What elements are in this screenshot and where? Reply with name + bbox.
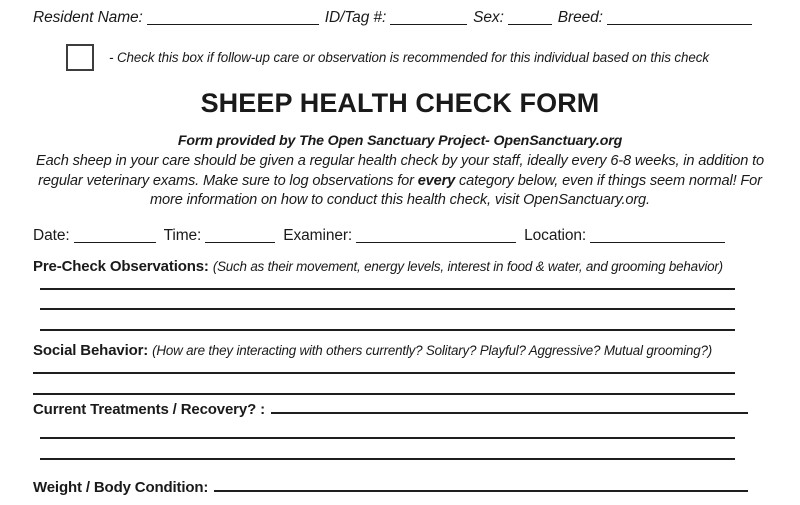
- date-field[interactable]: [74, 229, 156, 243]
- resident-name-label: Resident Name:: [33, 9, 143, 26]
- social-write-line[interactable]: [33, 393, 735, 395]
- followup-note: - Check this box if follow-up care or observation is recommended for this individual based on this check: [109, 50, 709, 65]
- sex-label: Sex:: [473, 9, 504, 26]
- treatments-label: Current Treatments / Recovery? :: [33, 401, 265, 418]
- followup-row: [66, 44, 709, 71]
- examiner-label: Examiner:: [283, 227, 353, 244]
- intro-emphasis: every: [417, 172, 456, 189]
- page-title: SHEEP HEALTH CHECK FORM: [200, 88, 600, 118]
- social-hint: (How are they interacting with others currently? Solitary? Playful? Aggressive? Mutual grooming?): [152, 343, 713, 358]
- social-heading: [33, 341, 763, 360]
- sex-field[interactable]: [508, 11, 552, 25]
- intro-body-part1: Each sheep in your care should be given a regular health check by your staff, ideally every 6-8 weeks, in addition to regular veterinary exams. Make sure to log observations for: [36, 153, 764, 189]
- precheck-write-line[interactable]: [40, 288, 735, 290]
- resident-name-field[interactable]: [147, 11, 319, 25]
- id-tag-label: ID/Tag #:: [324, 9, 387, 26]
- date-row: [33, 226, 748, 246]
- social-label: Social Behavior:: [33, 342, 149, 359]
- precheck-label: Pre-Check Observations:: [33, 258, 209, 275]
- weight-heading: [33, 478, 748, 497]
- precheck-heading: [33, 257, 763, 276]
- location-label: Location:: [524, 227, 587, 244]
- time-field[interactable]: [205, 229, 275, 243]
- location-field[interactable]: [590, 229, 725, 243]
- examiner-field[interactable]: [356, 229, 516, 243]
- credit-line: Form provided by The Open Sanctuary Project- OpenSanctuary.org: [177, 133, 623, 149]
- id-tag-field[interactable]: [390, 11, 467, 25]
- precheck-hint: (Such as their movement, energy levels, interest in food & water, and grooming behavior): [212, 259, 723, 274]
- treatments-write-line[interactable]: [40, 458, 735, 460]
- breed-field[interactable]: [607, 11, 752, 25]
- precheck-write-line[interactable]: [40, 308, 735, 310]
- treatments-heading: [33, 400, 748, 419]
- intro-body-part2: category below, even if things seem normal! For more information on how to conduct this health check, visit OpenSanctuary.org.: [150, 172, 762, 209]
- treatments-write-line[interactable]: [40, 437, 735, 439]
- date-label: Date:: [33, 227, 70, 244]
- precheck-write-line[interactable]: [40, 329, 735, 331]
- social-write-line[interactable]: [33, 372, 735, 374]
- weight-label: Weight / Body Condition:: [33, 479, 209, 496]
- treatments-field[interactable]: [271, 401, 748, 414]
- intro-block: [30, 132, 770, 211]
- weight-field[interactable]: [214, 479, 748, 492]
- time-label: Time:: [163, 227, 202, 244]
- identity-row: [33, 8, 748, 28]
- followup-checkbox[interactable]: [66, 44, 94, 71]
- breed-label: Breed:: [557, 9, 603, 26]
